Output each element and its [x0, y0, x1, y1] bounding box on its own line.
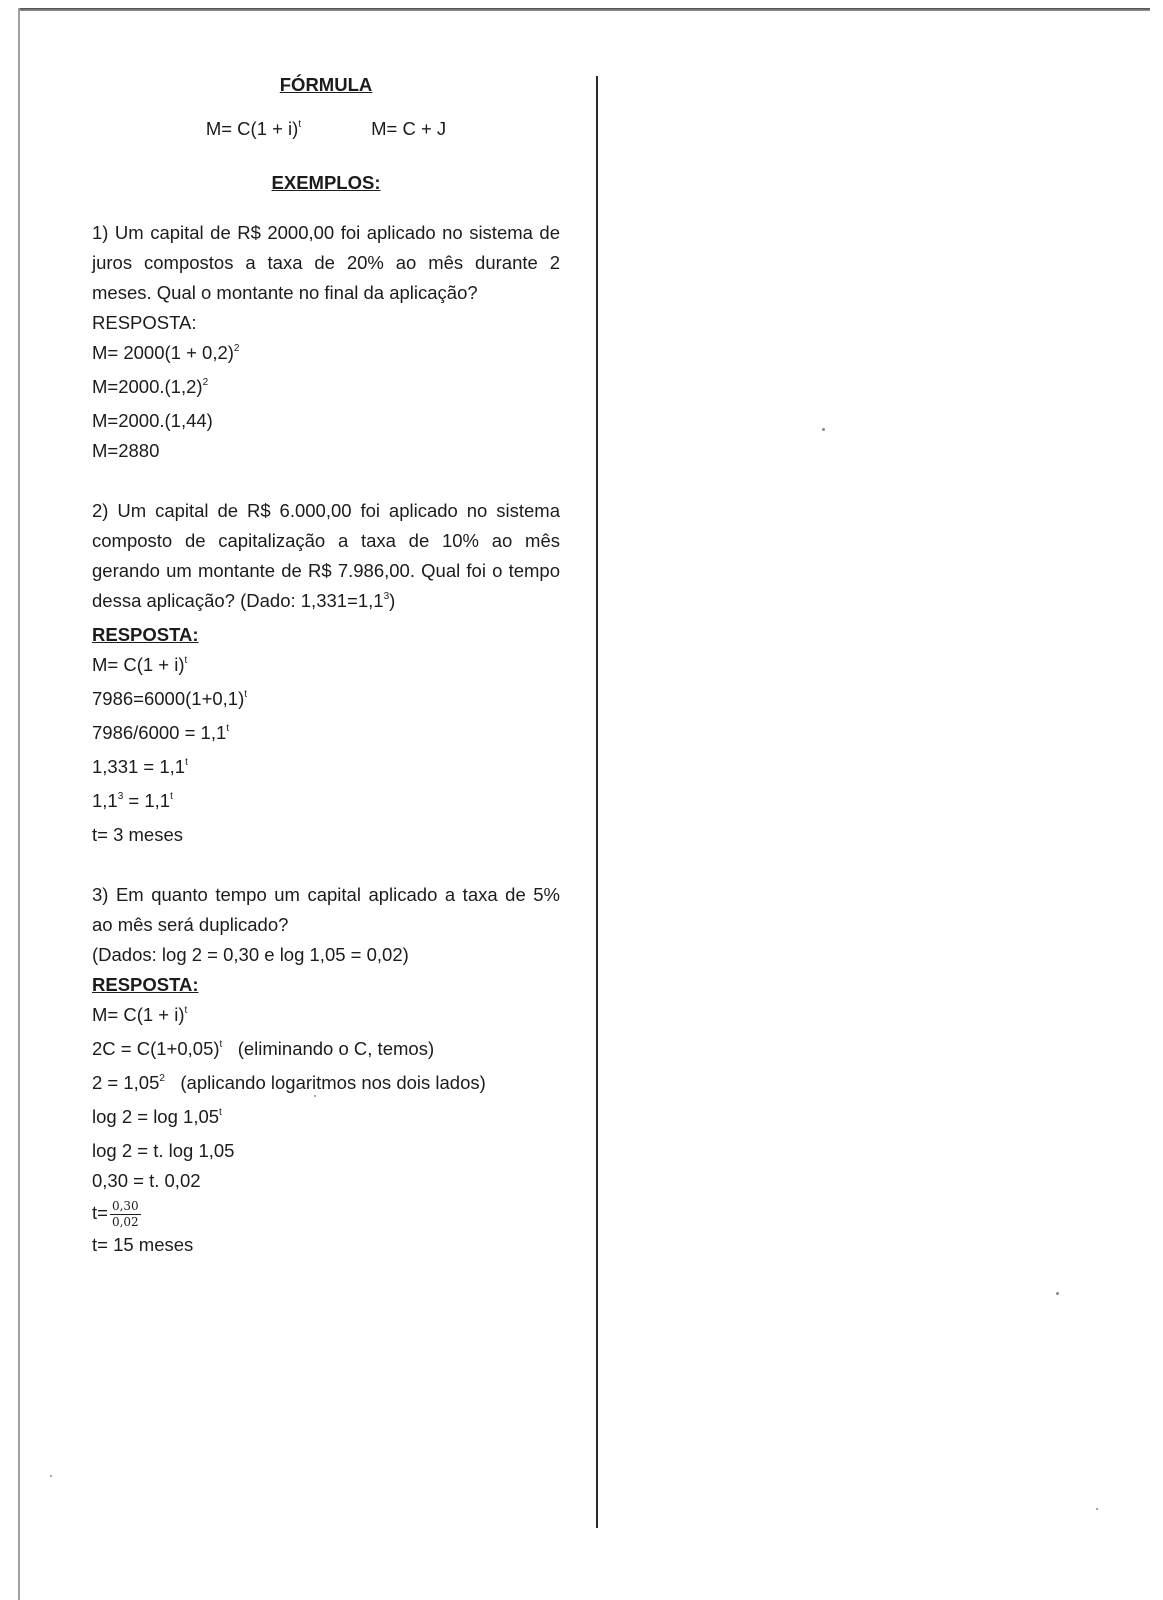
examples-heading: EXEMPLOS: — [271, 172, 381, 193]
example-2-step: t= 3 meses — [92, 824, 184, 845]
example-2-question: 2) Um capital de R$ 6.000,00 foi aplicado no sistema composto de capitalização a taxa de 10% ao mês gerando um montante de R$ 7.986,00. Qual foi o tempo dessa aplicação? (Dado: $1,331=1,1^3$) — [92, 500, 560, 611]
example-1-step: M=2880 — [92, 440, 160, 461]
example-2 — [92, 496, 560, 850]
example-1-answer-label: RESPOSTA: — [92, 312, 197, 333]
example-2-step: $M= C(1 + i)^t$ — [92, 654, 188, 675]
example-3-question: 3) Em quanto tempo um capital aplicado a taxa de 5% ao mês será duplicado? — [92, 884, 560, 935]
example-2-step: $1,1^3 = 1,1^t$ — [92, 790, 173, 811]
scan-speck — [822, 428, 825, 431]
formula-amount: M= C + J — [371, 118, 447, 139]
example-3 — [92, 880, 560, 1260]
column-divider — [596, 76, 598, 1528]
example-1-step: $M= 2000(1 + 0,2)^2$ — [92, 342, 240, 363]
example-2-step: $1,331 = 1,1^t$ — [92, 756, 188, 777]
scan-speck — [1056, 1292, 1059, 1295]
example-3-step: log 2 = log 1,05$^t$ — [92, 1106, 222, 1127]
example-2-step: $7986/6000 = 1,1^t$ — [92, 722, 230, 743]
examples-heading-row — [92, 168, 560, 198]
formula-heading-row — [92, 70, 560, 100]
fraction: $\frac{0,30}{0,02}$ — [111, 1198, 139, 1229]
formula-row — [92, 114, 560, 148]
left-column — [92, 70, 560, 1260]
example-2-step: $7986=6000(1+0,1)^t$ — [92, 688, 248, 709]
scan-edge-top — [20, 8, 1150, 11]
scan-speck — [314, 1095, 316, 1097]
example-1-question: 1) Um capital de R$ 2000,00 foi aplicado no sistema de juros compostos a taxa de 20% ao mês durante 2 meses. Qual o montante no final da aplicação? — [92, 222, 560, 303]
scan-speck — [50, 1475, 52, 1477]
example-3-step: 0,30 = t. 0,02 — [92, 1170, 201, 1191]
example-1-step: $M=2000.(1,2)^2$ — [92, 376, 209, 397]
example-3-step: $2C = C(1+0,05)^t$ (eliminando o C, temos) — [92, 1038, 435, 1059]
formula-compound: $M= C(1 + i)^t$ — [205, 118, 302, 139]
example-3-fraction-step: t= $\frac{0,30}{0,02}$ — [92, 1198, 139, 1229]
example-3-data: (Dados: log 2 = 0,30 e log 1,05 = 0,02) — [92, 944, 409, 965]
example-2-answer-label: RESPOSTA: — [92, 624, 199, 645]
example-3-step: log 2 = t. log 1,05 — [92, 1140, 235, 1161]
scan-edge-left — [18, 8, 20, 1600]
formula-heading: FÓRMULA — [279, 74, 373, 95]
example-3-step: $M= C(1 + i)^t$ — [92, 1004, 188, 1025]
example-1 — [92, 218, 560, 466]
example-1-step: M=2000.(1,44) — [92, 410, 213, 431]
example-3-final: t= 15 meses — [92, 1234, 194, 1255]
scan-speck — [1096, 1508, 1098, 1510]
example-3-step: $2 = 1,05^2$ (aplicando logaritmos nos dois lados) — [92, 1072, 486, 1093]
example-3-answer-label: RESPOSTA: — [92, 974, 199, 995]
